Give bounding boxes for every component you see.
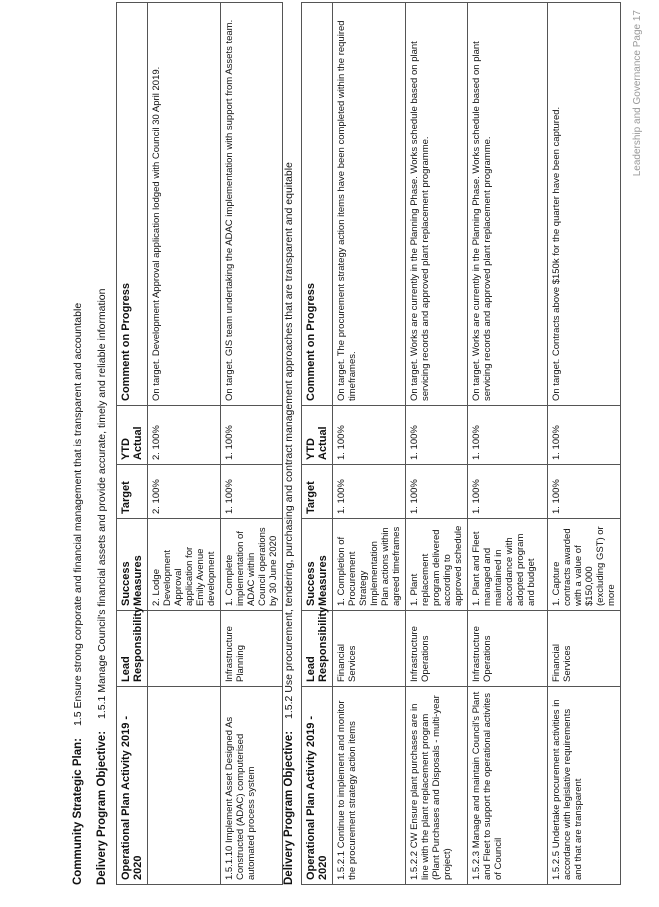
cell-lead: Financial Services (548, 611, 621, 687)
col-lead: Lead Responsibility (117, 611, 148, 687)
cell-target: 1. 100% (548, 465, 621, 519)
cell-comment: On target. GIS team undertaking the ADAC implementation with support from Assets team. (221, 3, 283, 406)
table-header-row (117, 3, 148, 885)
cell-target: 1. 100% (406, 465, 468, 519)
cell-measures: 1. Capture contracts awarded with a value of $150,000 (excluding GST) or more (548, 519, 621, 611)
table-row (406, 3, 468, 885)
dpo2-label: Delivery Program Objective: (283, 730, 295, 885)
col-comment: Comment on Progress (117, 3, 148, 406)
col-target: Target (117, 465, 148, 519)
col-target: Target (302, 465, 333, 519)
cell-comment: On target. The procurement strategy action items have been completed within the required timeframes. (333, 3, 406, 406)
csp-value: 1.5 Ensure strong corporate and financial management that is transparent and accountable (72, 302, 84, 727)
col-comment: Comment on Progress (302, 3, 333, 406)
cell-measures: 2. Lodge Development Approval application for Emily Avenue development (148, 519, 221, 611)
cell-activity: 1.5.2.2 CW Ensure plant purchases are in line with the plant replacement program (Plant Purchases and Disposals - multi-year project) (406, 687, 468, 885)
dpo2-value: 1.5.2 Use procurement, tendering, purchasing and contract management approaches that are transparent and equitable (283, 162, 295, 719)
objective-1-table (116, 2, 283, 885)
cell-ytd: 1. 100% (406, 406, 468, 465)
cell-lead: Infrastructure Operations (406, 611, 468, 687)
col-ytd: YTD Actual (302, 406, 333, 465)
table-row (333, 3, 406, 885)
cell-target: 1. 100% (221, 465, 283, 519)
cell-activity: 1.5.2.5 Undertake procurement activities in accordance with legislative requirements and that are transparent (548, 687, 621, 885)
cell-lead: Infrastructure Planning (221, 611, 283, 687)
cell-activity (148, 687, 221, 885)
cell-measures: 1. Plant replacement program delivered according to approved schedule (406, 519, 468, 611)
cell-lead: Financial Services (333, 611, 406, 687)
cell-measures: 1. Plant and Fleet managed and maintained in accordance with adopted program and budget (468, 519, 548, 611)
cell-comment: On target. Development Approval application lodged with Council 30 April 2019. (148, 3, 221, 406)
cell-comment: On target. Contracts above $150k for the quarter have been captured. (548, 3, 621, 406)
cell-target: 1. 100% (333, 465, 406, 519)
dpo1-label: Delivery Program Objective: (96, 730, 108, 885)
cell-ytd: 2. 100% (148, 406, 221, 465)
col-activity: Operational Plan Activity 2019 - 2020 (302, 687, 333, 885)
col-measures: Success Measures (117, 519, 148, 611)
cell-measures: 1. Completion of Procurement Strategy Implementation Plan actions within agreed timeframes (333, 519, 406, 611)
cell-ytd: 1. 100% (468, 406, 548, 465)
cell-lead (148, 611, 221, 687)
csp-label: Community Strategic Plan: (72, 738, 84, 885)
table-row (548, 3, 621, 885)
cell-ytd: 1. 100% (221, 406, 283, 465)
col-lead: Lead Responsibility (302, 611, 333, 687)
cell-activity: 1.5.2.3 Manage and maintain Council's Plant and Fleet to support the operational activites of Council (468, 687, 548, 885)
col-activity: Operational Plan Activity 2019 - 2020 (117, 687, 148, 885)
objective-2-table (301, 2, 621, 885)
community-strategic-plan-line (72, 303, 84, 885)
cell-activity: 1.5.1.10 Implement Asset Designed As Constructed (ADAC) computerised automated process system (221, 687, 283, 885)
cell-target: 2. 100% (148, 465, 221, 519)
cell-target: 1. 100% (468, 465, 548, 519)
page-footer: Leadership and Governance Page 17 (632, 10, 643, 177)
delivery-objective-2-line (283, 162, 295, 885)
dpo1-value: 1.5.1 Manage Council's financial assets and provide accurate, timely and reliable information (96, 288, 108, 719)
col-measures: Success Measures (302, 519, 333, 611)
cell-comment: On target. Works are currently in the Planning Phase. Works schedule based on plant servicing records and approved plant replacement programme. (468, 3, 548, 406)
cell-comment: On target. Works are currently in the Planning Phase. Works schedule based on plant servicing records and approved plant replacement programme. (406, 3, 468, 406)
cell-measures: 1. Complete implementation of ADAC within Council operations by 30 June 2020 (221, 519, 283, 611)
delivery-objective-1-line (96, 289, 108, 885)
table-row (148, 3, 221, 885)
table-row (468, 3, 548, 885)
cell-lead: Infrastructure Operations (468, 611, 548, 687)
cell-ytd: 1. 100% (333, 406, 406, 465)
cell-activity: 1.5.2.1 Continue to implement and monitor the procurement strategy action items (333, 687, 406, 885)
table-row (221, 3, 283, 885)
table-header-row (302, 3, 333, 885)
col-ytd: YTD Actual (117, 406, 148, 465)
cell-ytd: 1. 100% (548, 406, 621, 465)
